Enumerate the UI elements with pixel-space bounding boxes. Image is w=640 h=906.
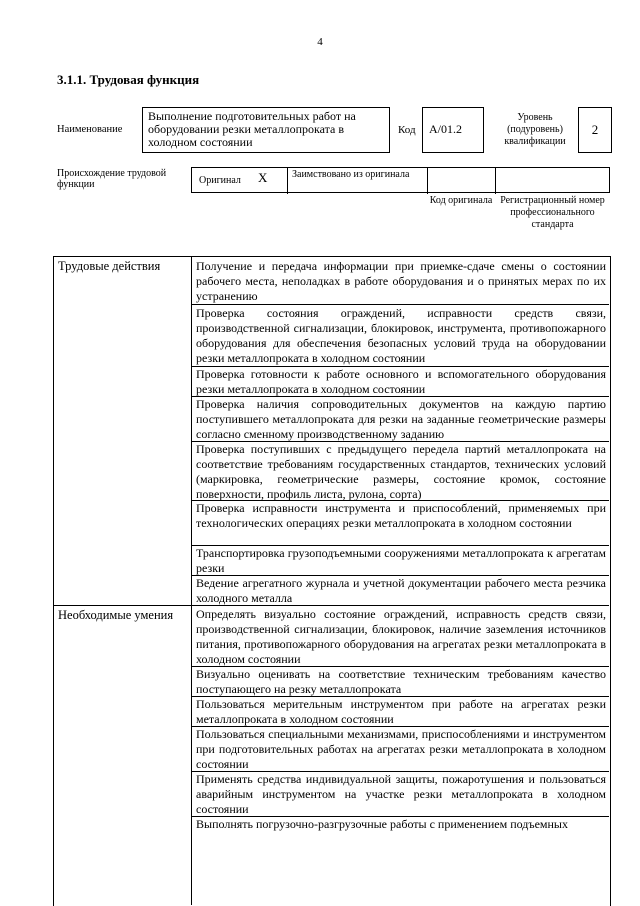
original-cell: [192, 168, 288, 194]
code-value-box: [422, 107, 484, 153]
section-label-skills: Необходимые умения: [58, 608, 174, 622]
code-value: A/01.2: [429, 122, 462, 136]
reg-number-cell: [496, 168, 609, 194]
name-value: Выполнение подготовительных работ на оборудовании резки металлопроката в холодном состоянии: [148, 109, 356, 149]
table-row: Проверка готовности к работе основного и вспомогательного оборудования резки металлопроката в холодном состоянии: [196, 367, 606, 396]
table-row: Ведение агрегатного журнала и учетной документации рабочего места резчика холодного металла: [196, 576, 606, 605]
code-original-caption: Код оригинала: [429, 195, 493, 206]
original-mark: X: [258, 170, 268, 185]
table-row: Проверка исправности инструмента и приспособлений, применяемых при технологических операциях резки металлопроката в холодном состоянии: [196, 501, 606, 530]
table-row: Применять средства индивидуальной защиты, пожаротушения и пользоваться аварийным инструментом на участке резки металлопроката в холодном состоянии: [196, 772, 606, 816]
level-label: Уровень (подуровень) квалификации: [504, 112, 566, 147]
level-value: 2: [591, 122, 599, 137]
row-divider: [191, 304, 609, 305]
original-label: Оригинал: [199, 175, 241, 186]
name-value-box: [142, 107, 390, 153]
section-title: 3.1.1. Трудовая функция: [57, 72, 200, 87]
table-row: Проверка поступивших с предыдущего передела партий металлопроката на соответствие требованиям государственных стандартов, технических условий (маркировка, геометрические размеры, состояние кромок, состояние поверхности, профиль листа, рулона, сорта): [196, 442, 606, 501]
page-number: 4: [317, 36, 323, 48]
table-row: Визуально оценивать на соответствие техническим требованиям качество поступающего на резку металлопроката: [196, 667, 606, 696]
origin-table: [191, 167, 610, 193]
table-divider: [191, 256, 192, 905]
table-row: Выполнять погрузочно-разгрузочные работы с применением подъемных: [196, 817, 568, 831]
table-row: Пользоваться мерительным инструментом при работе на агрегатах резки металлопроката в холодном состоянии: [196, 697, 606, 726]
code-label: Код: [398, 124, 416, 136]
borrowed-cell: [288, 168, 428, 194]
name-label: Наименование: [57, 124, 123, 135]
table-row: Определять визуально состояние ограждений, исправность средств связи, производственной сигнализации, блокировок, наличие заземления источников питания, противопожарного оборудования на агрегатах резки металлопроката в холодном состоянии: [196, 607, 606, 666]
level-value-box: [578, 107, 612, 153]
section-label-actions: Трудовые действия: [58, 259, 161, 273]
section-divider: [53, 605, 609, 606]
reg-number-caption: Регистрационный номер профессионального стандарта: [500, 195, 605, 230]
table-row: Проверка наличия сопроводительных документов на каждую партию поступившего металлопроката для резки на заданные геометрические размеры согласно сменному производственному заданию: [196, 397, 606, 441]
origin-label: Происхождение трудовой функции: [57, 168, 167, 190]
code-original-cell: [428, 168, 496, 194]
table-row: Проверка состояния ограждений, исправности средств связи, производственной сигнализации, блокировок, инструмента, противопожарного оборудования для обеспечения безопасных условий труда на оборудовании резки металлопроката в холодном состоянии: [196, 306, 606, 365]
table-row: Транспортировка грузоподъемными сооружениями металлопроката к агрегатам резки: [196, 546, 606, 575]
table-row: Получение и передача информации при приемке-сдаче смены о состоянии рабочего места, неполадках в работе оборудования и о принятых мерах по их устранению: [196, 259, 606, 303]
table-row: Пользоваться специальными механизмами, приспособлениями и инструментом при подготовительных работах на агрегатах резки металлопроката в холодном состоянии: [196, 727, 606, 771]
borrowed-label: Заимствовано из оригинала: [292, 169, 410, 180]
